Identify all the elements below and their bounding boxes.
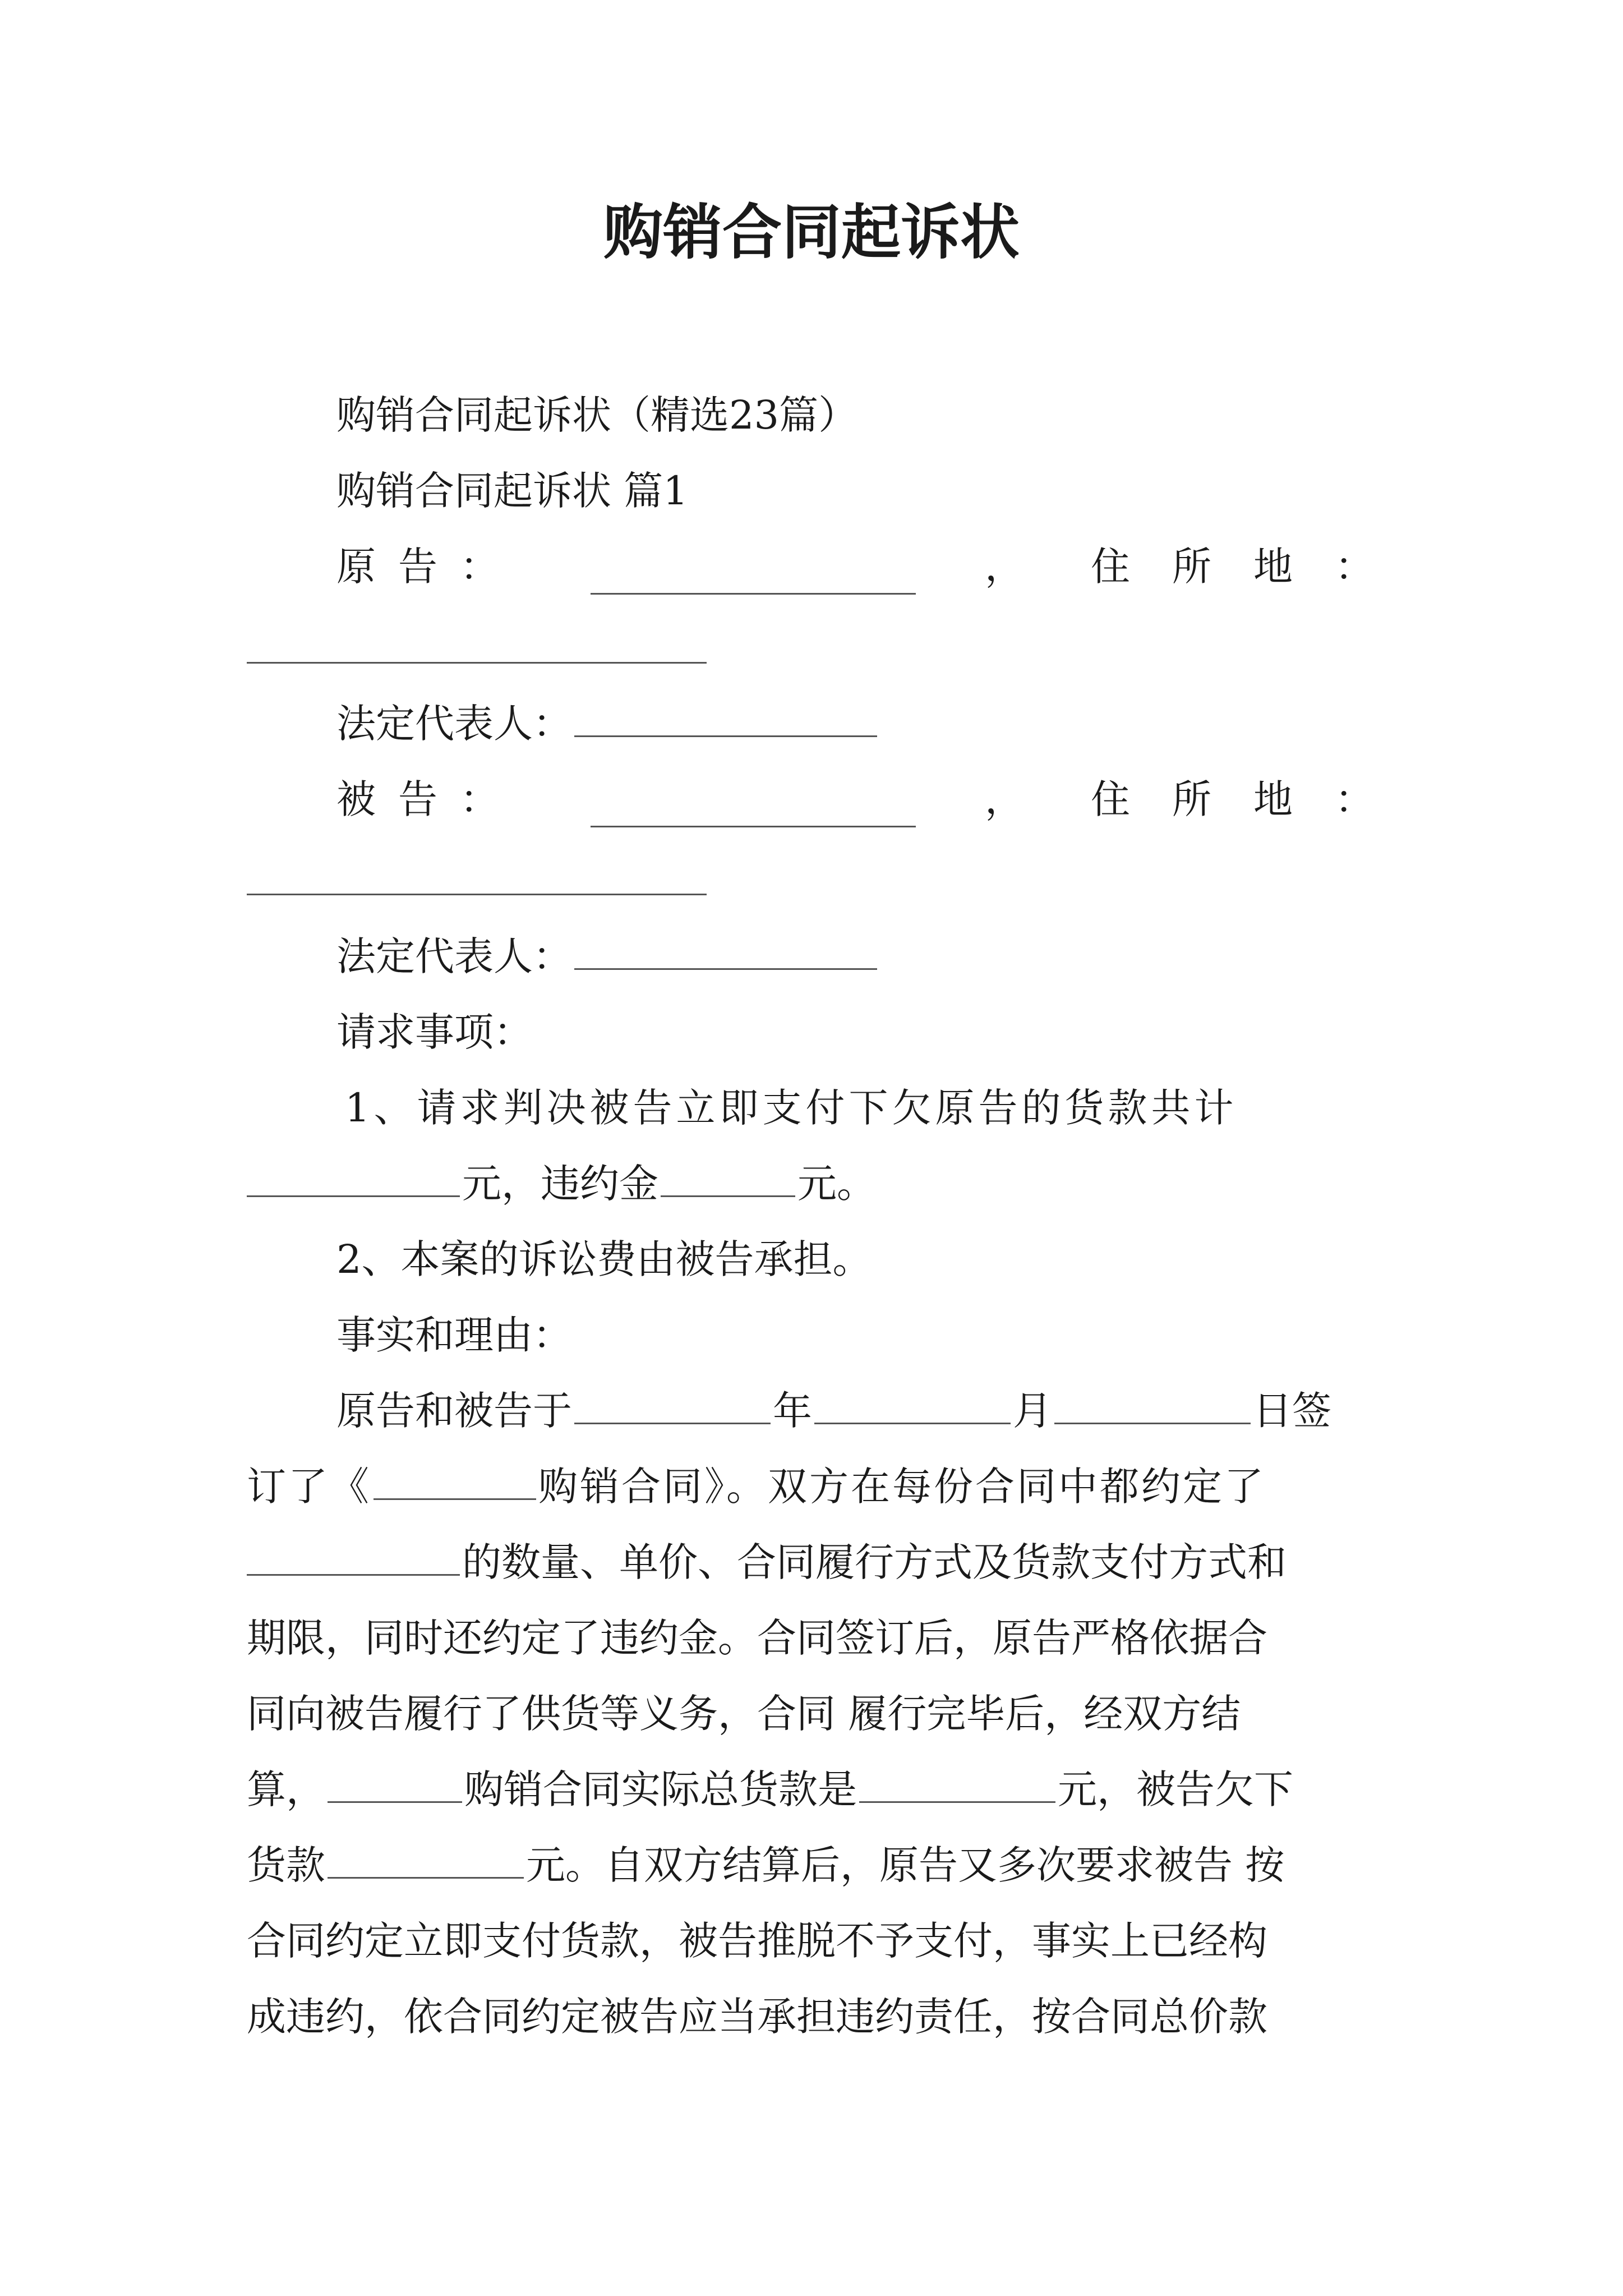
facts-text: 的数量、单价、合同履行方式及货款支付方式和 xyxy=(462,1539,1287,1585)
facts-text: 原告和被告于 xyxy=(336,1388,572,1434)
comma: ， xyxy=(985,544,1024,590)
sign-day-blank xyxy=(1054,1383,1251,1424)
penalty-amount-blank xyxy=(661,1156,795,1197)
facts-text: 购销合同》。双方在每份合同中都约定了 xyxy=(538,1464,1266,1510)
section-heading: 购销合同起诉状 篇1 xyxy=(336,468,688,514)
defendant-legal-rep-blank xyxy=(574,929,877,970)
defendant-legal-rep-line xyxy=(336,928,1374,984)
defendant-label: 被告： xyxy=(336,776,522,822)
contract-name-blank xyxy=(374,1459,536,1500)
claim-1-amounts xyxy=(247,1156,1374,1212)
claim-1-end-text: 元。 xyxy=(797,1161,876,1207)
facts-line-7 xyxy=(247,1837,1374,1893)
sign-month-blank xyxy=(814,1383,1011,1424)
document-title: 购销合同起诉状 xyxy=(603,198,1020,267)
claim-1-yuan-text: 元，违约金 xyxy=(462,1161,658,1207)
comma: ， xyxy=(985,776,1024,822)
facts-line-8: 合同约定立即支付货款，被告推脱不予支付，事实上已经构 xyxy=(247,1918,1267,1964)
plaintiff-legal-rep-line xyxy=(336,696,1374,752)
facts-line-3 xyxy=(247,1534,1374,1590)
plaintiff-line xyxy=(336,539,1416,595)
claim-2: 2、本案的诉讼费由被告承担。 xyxy=(336,1236,872,1282)
plaintiff-legal-rep-blank xyxy=(574,696,877,737)
facts-text: 元。自双方结算后，原告又多次要求被告 按 xyxy=(526,1842,1285,1888)
month-label: 月 xyxy=(1013,1388,1052,1434)
defendant-name-blank xyxy=(591,786,916,827)
facts-text: 货款 xyxy=(247,1842,325,1888)
plaintiff-name-blank xyxy=(591,554,916,595)
plaintiff-label: 原告： xyxy=(336,544,522,590)
facts-line-4: 期限，同时还约定了违约金。合同签订后，原告严格依据合 xyxy=(247,1615,1267,1661)
claim-amount-blank xyxy=(247,1156,460,1197)
document-subtitle: 购销合同起诉状（精选23篇） xyxy=(336,392,858,438)
facts-line-1 xyxy=(336,1383,1374,1439)
year-label: 年 xyxy=(773,1388,812,1434)
owed-payment-blank xyxy=(328,1838,524,1879)
plaintiff-address-blank xyxy=(247,662,707,664)
facts-text: 元，被告欠下 xyxy=(1058,1766,1293,1812)
defendant-line xyxy=(336,771,1416,827)
plaintiff-address-label: 住所地： xyxy=(1091,544,1416,590)
facts-line-5: 同向被告履行了供货等义务，合同 履行完毕后，经双方结 xyxy=(247,1691,1241,1737)
defendant-address-blank xyxy=(247,894,707,895)
claim-1: 1、请求判决被告立即支付下欠原告的货款共计 xyxy=(345,1085,1238,1131)
facts-text: 算， xyxy=(247,1766,325,1812)
facts-text: 购销合同实际总货款是 xyxy=(464,1766,857,1812)
sign-year-blank xyxy=(574,1383,771,1424)
facts-line-2 xyxy=(247,1458,1374,1515)
facts-text: 订了《 xyxy=(247,1464,371,1510)
claims-heading: 请求事项： xyxy=(336,1009,533,1055)
facts-heading: 事实和理由： xyxy=(336,1312,572,1358)
total-payment-blank xyxy=(859,1762,1055,1803)
legal-rep-label: 法定代表人： xyxy=(336,933,572,979)
facts-line-6 xyxy=(247,1761,1374,1818)
legal-rep-label: 法定代表人： xyxy=(336,701,572,747)
defendant-address-label: 住所地： xyxy=(1091,776,1416,822)
day-label: 日签 xyxy=(1253,1388,1331,1434)
facts-line-9: 成违约，依合同约定被告应当承担违约责任，按合同总价款 xyxy=(247,1994,1267,2040)
contract-blank xyxy=(328,1762,462,1803)
goods-blank xyxy=(247,1535,460,1576)
